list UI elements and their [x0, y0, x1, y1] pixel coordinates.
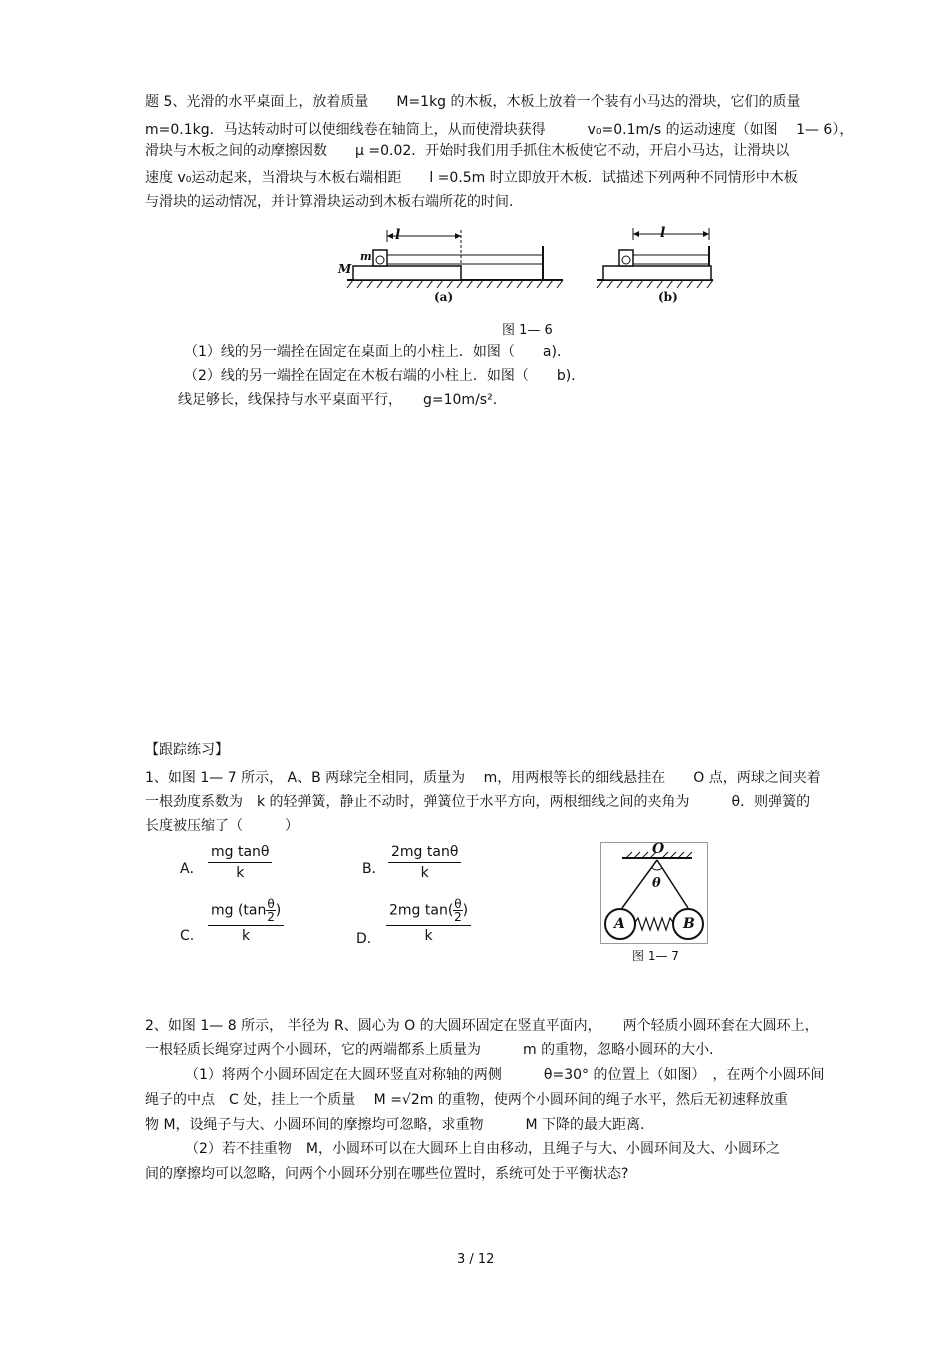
- note-text: 线足够长，线保持与水平桌面平行， g=10m/s².: [178, 392, 498, 408]
- case2-text: （2）线的另一端拴在固定在木板右端的小柱上．如图（ b)．: [184, 368, 586, 384]
- problem5-line1: 题 5、光滑的水平桌面上，放着质量 M=1kg 的木板，木板上放着一个装有小马达的滑块，它们的质量: [145, 94, 801, 110]
- fig-1-7-B-label: B: [683, 916, 695, 932]
- fig-a-label: (a): [434, 290, 454, 304]
- q2-line4: 绳子的中点 C 处，挂上一个质量 M =√2m 的重物，使两个小圆环间的绳子水平，然后无初速释放重: [145, 1092, 788, 1108]
- option-a-denominator: k: [236, 865, 245, 881]
- case1-text: （1）线的另一端拴在固定在桌面上的小柱上．如图（ a)．: [184, 344, 571, 360]
- page-number: 3 / 12: [457, 1252, 495, 1267]
- q2-line3: （1）将两个小圆环固定在大圆环竖直对称轴的两侧 θ=30° 的位置上（如图） ，在两个小圆环间: [185, 1067, 825, 1083]
- fig-a-m-label: m: [360, 250, 372, 263]
- option-c-num-post: ): [275, 902, 282, 919]
- option-c-num-pre: mg (tan: [211, 902, 267, 919]
- option-d-denominator: k: [424, 928, 433, 944]
- fig-1-7-theta-label: θ: [652, 876, 661, 891]
- option-a-label: A．: [180, 861, 204, 877]
- fig-a-l-label: l: [395, 227, 401, 243]
- q2-line7: 间的摩擦均可以忽略，问两个小圆环分别在哪些位置时，系统可处于平衡状态?: [145, 1166, 629, 1182]
- option-c-denominator: k: [242, 928, 251, 944]
- option-b-numerator: 2mg tanθ: [388, 844, 461, 863]
- figure-1-7-caption: 图 1— 7: [632, 949, 679, 963]
- tracking-header: 【跟踪练习】: [145, 742, 229, 758]
- option-c-half-num: θ: [267, 897, 275, 911]
- option-c-label: C.: [180, 928, 195, 944]
- fig-a-M-label: M: [338, 262, 352, 276]
- option-d-half-den: 2: [454, 910, 462, 924]
- option-a-fraction: [208, 844, 272, 881]
- option-b-fraction: [388, 844, 461, 881]
- option-b-denominator: k: [420, 865, 429, 881]
- option-d-fraction: [386, 898, 471, 944]
- option-b-label: B．: [362, 861, 386, 877]
- problem5-line5: 与滑块的运动情况，并计算滑块运动到木板右端所花的时间.: [145, 194, 514, 210]
- problem5-line4: 速度 v₀运动起来，当滑块与木板右端相距 l =0.5m 时立即放开木板．试描述下列两种不同情形中木板: [145, 170, 798, 186]
- q1-line2: 一根劲度系数为 k 的轻弹簧，静止不动时，弹簧位于水平方向，两根细线之间的夹角为 θ．则弹簧的: [145, 794, 811, 810]
- option-d-label: D．: [356, 931, 381, 947]
- q1-line3: 长度被压缩了（ ）: [145, 818, 299, 834]
- problem5-line2: m=0.1kg．马达转动时可以使细线卷在轴筒上，从而使滑块获得 v₀=0.1m/s 的运动速度（如图 1— 6），: [145, 122, 854, 138]
- fig-1-7-O-label: O: [652, 841, 665, 857]
- problem5-line3: 滑块与木板之间的动摩擦因数 μ =0.02．开始时我们用手抓住木板使它不动，开启小马达，让滑块以: [145, 143, 790, 159]
- fig-b-l-label: l: [660, 225, 666, 241]
- q2-line2: 一根轻质长绳穿过两个小圆环，它的两端都系上质量为 m 的重物，忽略小圆环的大小.: [145, 1042, 714, 1058]
- option-d-num-post: ): [462, 902, 469, 919]
- q1-line1: 1、如图 1— 7 所示， A、B 两球完全相同，质量为 m，用两根等长的细线悬挂在 O 点，两球之间夹着: [145, 770, 821, 786]
- option-a-numerator: mg tanθ: [208, 844, 272, 863]
- option-d-num-pre: 2mg tan(: [389, 902, 454, 919]
- figure-1-6-caption: 图 1— 6: [502, 323, 553, 338]
- q2-line5: 物 M，设绳子与大、小圆环间的摩擦均可忽略，求重物 M 下降的最大距离.: [145, 1117, 645, 1133]
- option-d-half-num: θ: [454, 897, 462, 911]
- option-c-half-den: 2: [267, 910, 275, 924]
- q2-line1: 2、如图 1— 8 所示， 半径为 R、圆心为 O 的大圆环固定在竖直平面内， 两个轻质小圆环套在大圆环上，: [145, 1018, 819, 1034]
- q2-line6: （2）若不挂重物 M，小圆环可以在大圆环上自由移动，且绳子与大、小圆环间及大、小圆环之: [185, 1141, 780, 1157]
- option-c-fraction: [208, 898, 284, 944]
- fig-1-7-A-label: A: [614, 916, 625, 932]
- fig-b-label: (b): [658, 290, 678, 304]
